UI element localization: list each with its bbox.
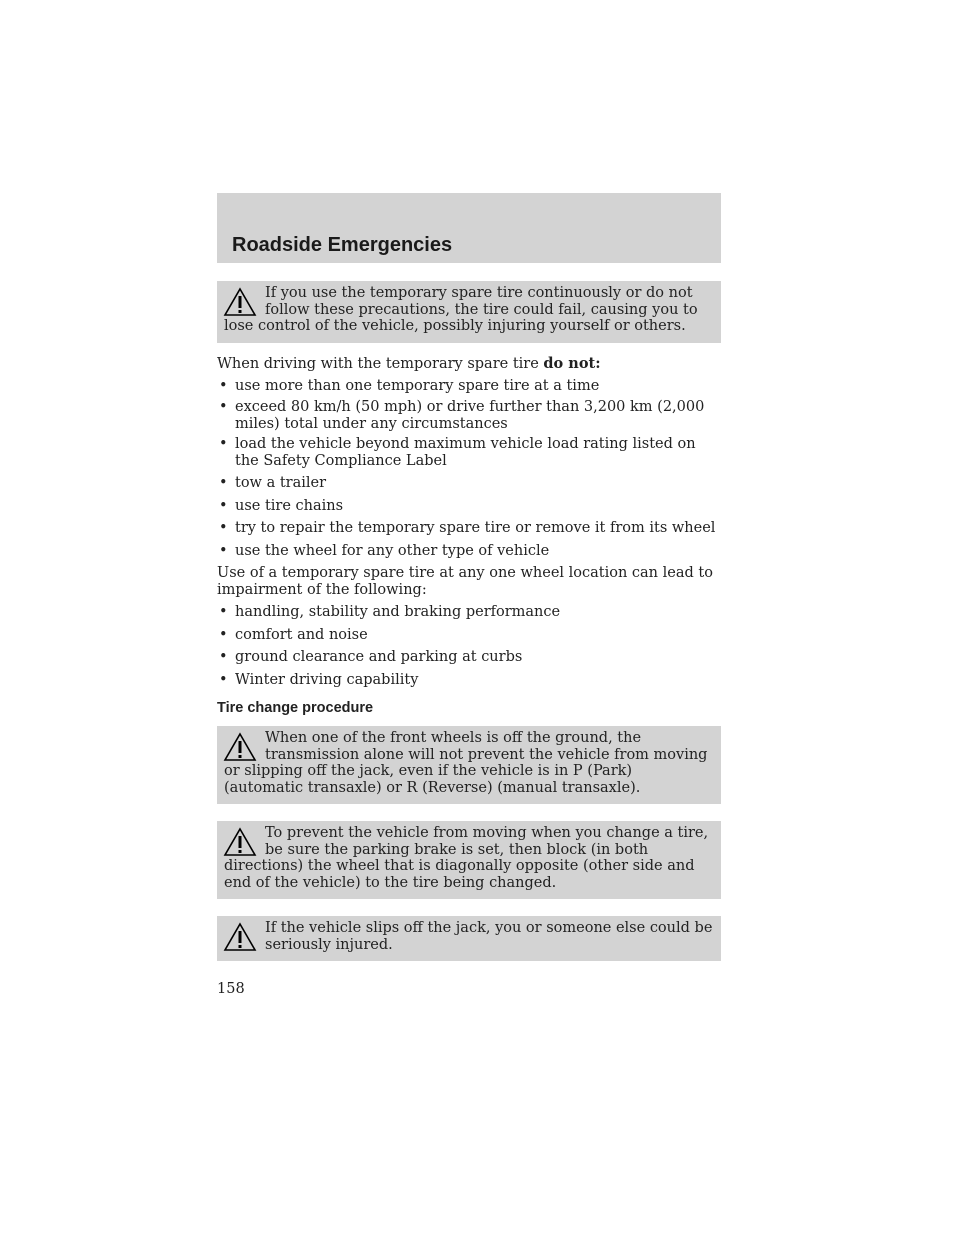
list-item: • comfort and noise — [219, 626, 368, 643]
list-item: • load the vehicle beyond maximum vehicle load rating listed on the Safety Compliance Label — [219, 436, 696, 469]
impairment-list — [217, 604, 721, 688]
list-item: • handling, stability and braking performance — [219, 604, 561, 620]
warning-box-spare-tire — [217, 281, 721, 343]
bullet-icon: • — [219, 649, 228, 665]
bullet-icon: • — [219, 626, 228, 643]
warning-box-transmission — [217, 726, 721, 804]
list-item: • use more than one temporary spare tire at a time — [219, 377, 600, 394]
warning-triangle-icon — [223, 827, 257, 857]
impairment-paragraph: Use of a temporary spare tire at any one wheel location can lead to impairment of the following: — [217, 565, 713, 598]
manual-page — [217, 193, 721, 961]
warning-text: If the vehicle slips off the jack, you or someone else could be seriously injured. — [265, 920, 713, 953]
bullet-icon: • — [219, 520, 228, 536]
donot-list — [217, 378, 721, 560]
warning-text: When one of the front wheels is off the ground, the transmission alone will not prevent the vehicle from moving or slipping off the jack, even if the vehicle is in P (Park) (automatic transaxle) or R (Reverse) (manual transaxle). — [224, 730, 708, 796]
warning-triangle-icon — [223, 732, 257, 762]
page-number: 158 — [217, 981, 245, 997]
warning-text: If you use the temporary spare tire continuously or do not follow these precautions, the tire could fail, causing you to lose control of the vehicle, possibly injuring yourself or others. — [224, 285, 698, 334]
list-item: • ground clearance and parking at curbs — [219, 649, 523, 665]
warning-triangle-icon — [223, 287, 257, 317]
warning-text: To prevent the vehicle from moving when you change a tire, be sure the parking brake is set, then block (in both directions) the wheel that is diagonally opposite (other side and end of the vehicle) to the tire being changed. — [224, 825, 709, 891]
list-item: • Winter driving capability — [219, 671, 419, 688]
bullet-icon: • — [219, 497, 228, 514]
bullet-icon: • — [219, 377, 228, 394]
intro-text: When driving with the temporary spare tire — [217, 356, 544, 372]
intro-bold: do not: — [543, 355, 601, 372]
section-header — [217, 193, 721, 263]
list-item: • exceed 80 km/h (50 mph) or drive further than 3,200 km (2,000 miles) total under any circumstances — [219, 399, 705, 432]
page-title: Roadside Emergencies — [232, 234, 453, 256]
warning-box-parking-brake — [217, 821, 721, 899]
list-item: • try to repair the temporary spare tire or remove it from its wheel — [219, 520, 716, 536]
bullet-icon: • — [219, 475, 228, 491]
bullet-icon: • — [219, 436, 228, 452]
bullet-icon: • — [219, 604, 228, 620]
list-item: • tow a trailer — [219, 475, 327, 491]
intro-paragraph — [217, 356, 721, 373]
bullet-icon: • — [219, 399, 228, 415]
bullet-icon: • — [219, 671, 228, 688]
warning-triangle-icon — [223, 922, 257, 952]
warning-box-jack — [217, 916, 721, 961]
list-item: • use the wheel for any other type of vehicle — [219, 542, 550, 559]
section-title: Tire change procedure — [217, 700, 374, 716]
list-item: • use tire chains — [219, 497, 344, 514]
bullet-icon: • — [219, 542, 228, 559]
